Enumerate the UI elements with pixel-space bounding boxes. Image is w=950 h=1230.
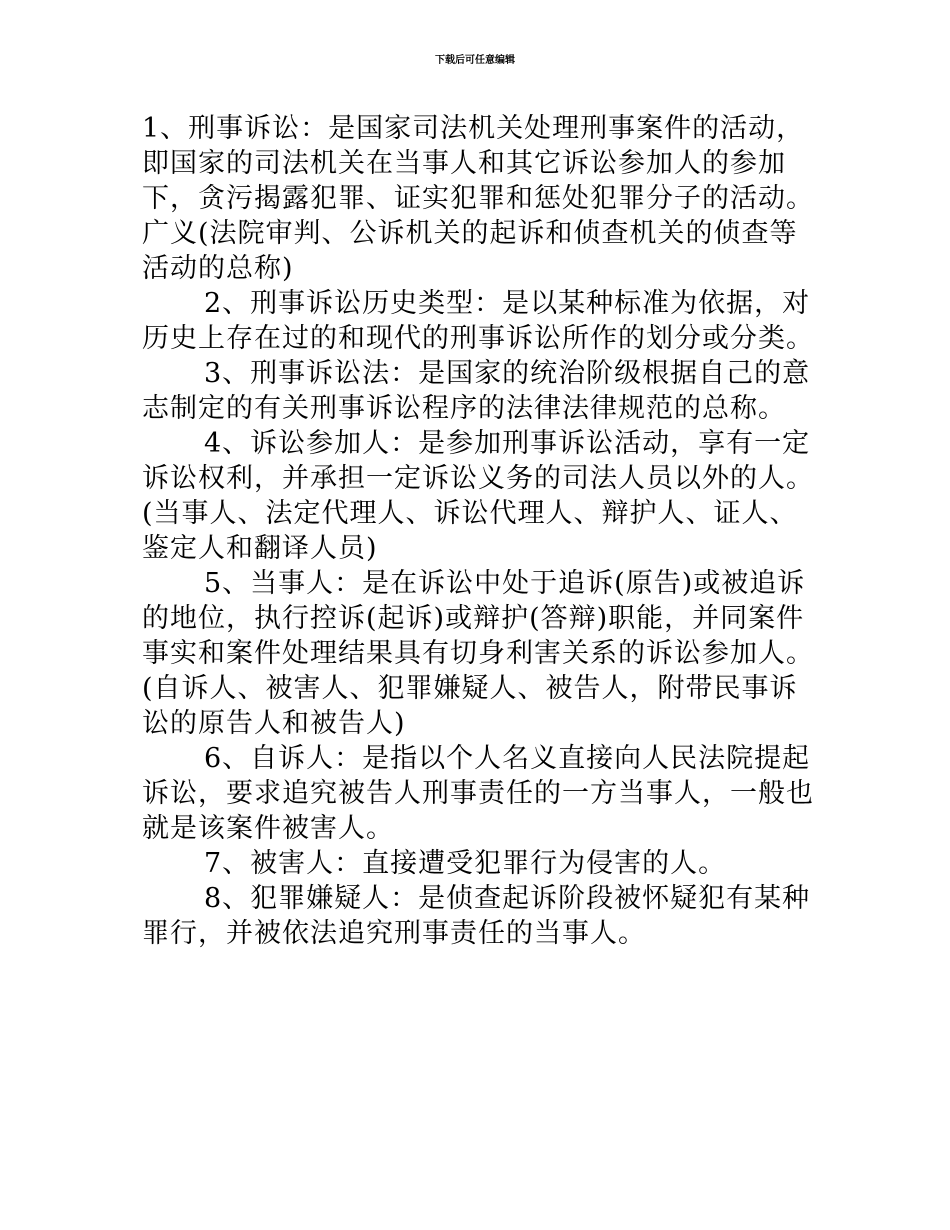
definition-paragraph-4: 4、诉讼参加人：是参加刑事诉讼活动，享有一定诉讼权利，并承担一定诉讼义务的司法人员以外的人。(当事人、法定代理人、诉讼代理人、辩护人、证人、鉴定人和翻译人员) — [142, 428, 814, 564]
definition-paragraph-5: 5、当事人：是在诉讼中处于追诉(原告)或被追诉的地位，执行控诉(起诉)或辩护(答辩)职能，并同案件事实和案件处理结果具有切身利害关系的诉讼参加人。(自诉人、被害人、犯罪嫌疑人、被告人，附带民事诉讼的原告人和被告人) — [142, 568, 814, 739]
definition-paragraph-1: 1、刑事诉讼：是国家司法机关处理刑事案件的活动，即国家的司法机关在当事人和其它诉讼参加人的参加下，贪污揭露犯罪、证实犯罪和惩处犯罪分子的活动。广义(法院审判、公诉机关的起诉和侦查机关的侦查等活动的总称) — [142, 113, 814, 284]
definition-paragraph-3: 3、刑事诉讼法：是国家的统治阶级根据自己的意志制定的有关刑事诉讼程序的法律法律规范的总称。 — [142, 358, 811, 424]
definition-paragraph-6: 6、自诉人：是指以个人名义直接向人民法院提起诉讼，要求追究被告人刑事责任的一方当事人，一般也就是该案件被害人。 — [142, 743, 814, 844]
document-body — [142, 111, 822, 951]
definition-paragraph-8: 8、犯罪嫌疑人：是侦查起诉阶段被怀疑犯有某种罪行，并被依法追究刑事责任的当事人。 — [142, 883, 811, 949]
page-header: 下载后可任意编辑 — [435, 55, 515, 66]
definition-paragraph-2: 2、刑事诉讼历史类型：是以某种标准为依据，对历史上存在过的和现代的刑事诉讼所作的划分或分类。 — [142, 288, 814, 354]
definition-paragraph-7: 7、被害人：直接遭受犯罪行为侵害的人。 — [204, 848, 727, 879]
